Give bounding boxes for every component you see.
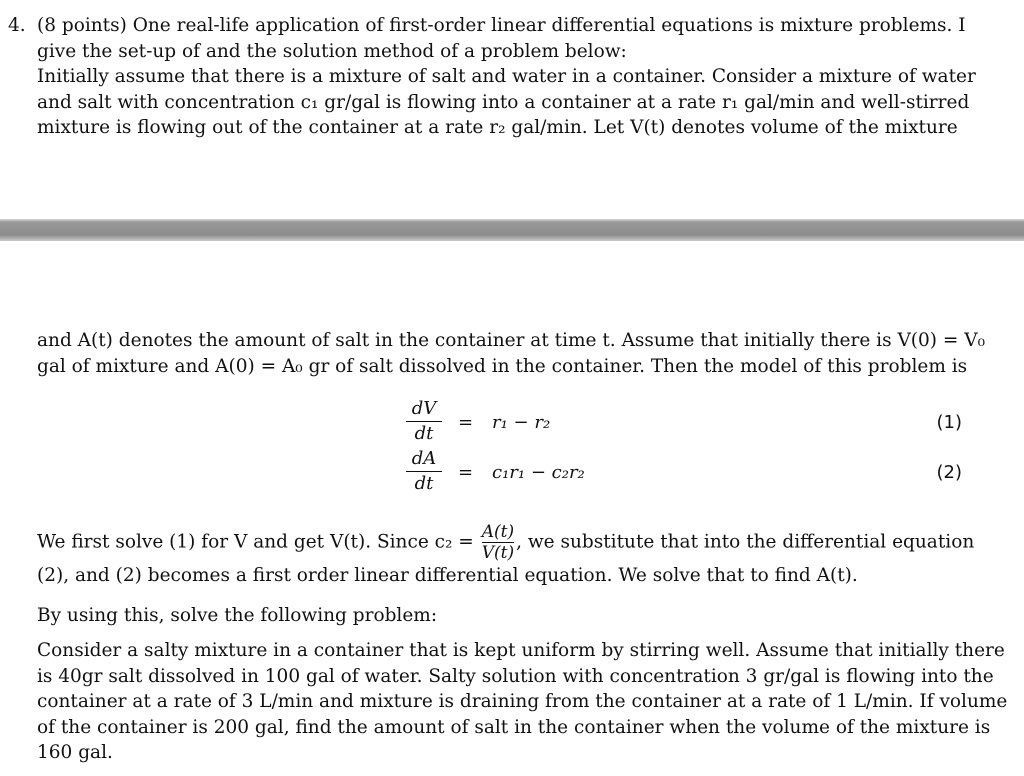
equation-1 xyxy=(0,398,1024,448)
question-number: 4. xyxy=(8,15,26,36)
problem-line-1: Consider a salty mixture in a container that is kept uniform by stirring well. Assume that initially there xyxy=(37,640,1005,661)
problem-prompt: By using this, solve the following problem: xyxy=(37,605,438,626)
equation-2-rhs: c₁r₁ − c₂r₂ xyxy=(492,462,585,483)
continued-line-2: gal of mixture and A(0) = A₀ gr of salt dissolved in the container. Then the model of this problem is xyxy=(37,355,968,377)
problem-statement xyxy=(37,638,1008,766)
problem-line-2: is 40gr salt dissolved in 100 gal of water. Salty solution with concentration 3 gr/gal is flowing into the xyxy=(37,665,994,687)
equation-1-rhs: r₁ − r₂ xyxy=(492,412,551,433)
derivative-dv-dt: dV dt xyxy=(404,398,444,445)
problem-line-5: 160 gal. xyxy=(37,742,113,763)
continued-line-1: and A(t) denotes the amount of salt in the container at time t. Assume that initially there is V(0) = V₀ xyxy=(37,330,986,351)
intro-line-1: (8 points) One real-life application of first-order linear differential equations is mixture problems. I xyxy=(37,15,966,36)
equals-sign: = xyxy=(458,412,474,433)
equation-system xyxy=(0,398,1024,508)
points-label: (8 points) xyxy=(37,15,127,36)
concentration-fraction: $\frac{A(t)}{V(t)}$ xyxy=(481,522,515,563)
method-description xyxy=(37,522,975,589)
intro-line-4: and salt with concentration c₁ gr/gal is flowing into a container at a rate r₁ gal/min and well-stirred xyxy=(37,91,970,113)
equals-sign: = xyxy=(458,462,474,483)
equation-2 xyxy=(0,448,1024,498)
intro-line-3: Initially assume that there is a mixture of salt and water in a container. Consider a mixture of water xyxy=(37,66,976,87)
equation-2-label: (2) xyxy=(936,462,962,483)
intro-line-5: mixture is flowing out of the container at a rate r₂ gal/min. Let V(t) denotes volume of the mixture xyxy=(37,117,958,138)
method-line-2: (2), and (2) becomes a first order linear differential equation. We solve that to find A(t). xyxy=(37,565,858,586)
question-intro xyxy=(37,13,976,141)
problem-line-4: of the container is 200 gal, find the amount of salt in the container when the volume of the mixture is xyxy=(37,716,991,738)
question-continued xyxy=(37,328,986,379)
method-line-1: We first solve (1) for V and get V(t). Since c₂ = $\frac{A(t)}{V(t)}$ , we substitute that into the differential equation xyxy=(37,522,975,563)
intro-line-2: give the set-up of and the solution method of a problem below: xyxy=(37,40,627,62)
problem-line-3: container at a rate of 3 L/min and mixture is draining from the container at a rate of 1 L/min. If volume xyxy=(37,691,1008,712)
equation-1-label: (1) xyxy=(936,412,962,433)
page-break-divider xyxy=(0,219,1024,241)
derivative-da-dt: dA dt xyxy=(404,448,444,495)
